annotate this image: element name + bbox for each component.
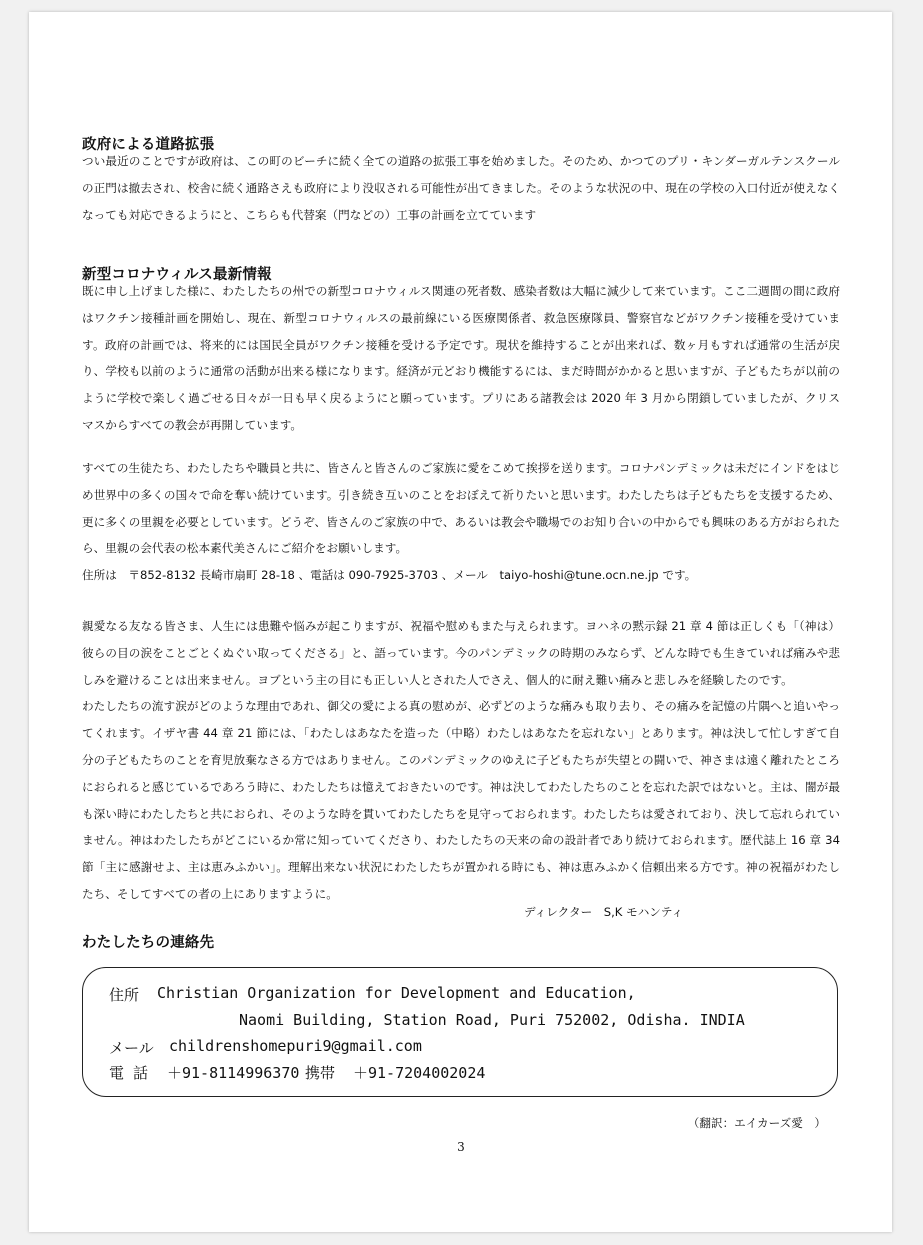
contact-phone: ＋91-8114996370 (167, 1064, 300, 1082)
contact-mobile: ＋91-7204002024 (353, 1064, 486, 1082)
contact-email[interactable]: childrenshomepuri9@gmail.com (169, 1037, 422, 1055)
heading-road-expansion: 政府による道路拡張 (82, 137, 215, 153)
contact-mobile-label: 携帯 (305, 1064, 336, 1082)
signature: ディレクター S,K モハンティ (524, 905, 684, 919)
contact-email-label: メール (109, 1039, 154, 1057)
paragraph: すべての生徒たち、わたしたちや職員と共に、皆さんと皆さんのご家族に愛をこめて挨拶を送ります。コロナパンデミックは未だにインドをはじめ世界中の多くの国々で命を奪い続けています。引き続き互いのことをおぼえて祈りたいと思います。わたしたちは子どもたちを支援するため、更に多くの里親を必要としています。どうぞ、皆さんのご家族の中で、あるいは教会や職場でのお知り合いの中からでも興味のある方がおられたら、里親の会代表の松本素代美さんにご紹介をお願いします。 (82, 461, 840, 556)
contact-box (82, 967, 838, 1097)
paragraph: 親愛なる友なる皆さま、人生には患難や悩みが起こりますが、祝福や慰めもまた与えられます。ヨハネの黙示録 21 章 4 節は正しくも「（神は）彼らの目の涙をことごとくぬぐい取ってくださる」と、語っています。今のパンデミックの時期のみならず、どんな時でも生きていれば痛みや悲しみを避けることは出来ません。ヨブという主の目にも正しい人とされた人でさえ、個人的に耐え難い痛みと悲しみを経験したのです。 (82, 619, 840, 687)
page-number: 3 (457, 1140, 465, 1154)
contact-address-line2: Naomi Building, Station Road, Puri 752002, Odisha. INDIA (239, 1011, 745, 1029)
heading-covid-update: 新型コロナウィルス最新情報 (82, 267, 272, 283)
document-page (29, 12, 892, 1232)
sponsor-contact-line (82, 562, 696, 589)
paragraph: わたしたちの流す涙がどのような理由であれ、御父の愛による真の慰めが、必ずどのような痛みも取り去り、その痛みを記憶の片隅へと追いやってくれます。イザヤ書 44 章 21 節には、「わたしはあなたを造った（中略）わたしはあなたを忘れない」とあります。神は決して忙しすぎて自分の子どもたちのことを育児放棄なさる方ではありません。このパンデミックのゆえに子どもたちが失望との闘いで、神さまは遠く離れたところにおられると感じているであろう時に、わたしたちは憶えておきたいのです。神は決してわたしたちのことを忘れた訳ではないと。主は、闇が最も深い時にわたしたちと共におられ、そのような時を貫いてわたしたちを見守っておられます。わたしたちは愛されており、決して忘れられていません。神はわたしたちがどこにいるか常に知っていてくださり、わたしたちの天来の命の設計者であり続けておられます。歴代誌上 16 章 34 節「主に感謝せよ、主は恵みふかい」。理解出来ない状況にわたしたちが置かれる時にも、神は恵みふかく信頼出来る方です。神の祝福がわたしたち、そしてすべての者の上にありますように。 (82, 699, 840, 901)
greeting-text (82, 455, 840, 562)
translator-credit: （翻訳：エイカーズ愛 ） (687, 1116, 826, 1130)
message-text (82, 613, 840, 908)
contact-address-label: 住所 (109, 986, 140, 1004)
contact-address-line1: Christian Organization for Development and Education, (157, 984, 636, 1002)
sponsor-contact-text: 住所は 〒852-8132 長崎市扇町 28-18 、電話は 090-7925-3703 、メール taiyo-hoshi@tune.ocn.ne.jp です。 (82, 568, 697, 582)
covid-update-text (82, 278, 840, 439)
heading-contact: わたしたちの連絡先 (82, 935, 215, 951)
road-expansion-text (82, 148, 840, 228)
paragraph: つい最近のことですが政府は、この町のビーチに続く全ての道路の拡張工事を始めました。そのため、かつてのプリ・キンダーガルテンスクールの正門は撤去され、校舎に続く通路さえも政府により没収される可能性が出てきました。そのような状況の中、現在の学校の入口付近が使えなくなっても対応できるようにと、こちらも代替案（門などの）工事の計画を立てています (82, 154, 840, 222)
paragraph: 既に申し上げました様に、わたしたちの州での新型コロナウィルス関連の死者数、感染者数は大幅に減少して来ています。ここ二週間の間に政府はワクチン接種計画を開始し、現在、新型コロナウィルスの最前線にいる医療関係者、救急医療隊員、警察官などがワクチン接種を受けています。政府の計画では、将来的には国民全員がワクチン接種を受ける予定です。現状を維持することが出来れば、数ヶ月もすれば通常の生活が戻り、学校も以前のように通常の活動が出来る様になります。経済が元どおり機能するには、まだ時間がかかると思いますが、子どもたちが以前のように学校で楽しく過ごせる日々が一日も早く戻るようにと願っています。プリにある諸教会は 2020 年 3 月から閉鎖していましたが、クリスマスからすべての教会が再開しています。 (82, 284, 840, 432)
contact-phone-label: 電 話 (109, 1064, 149, 1082)
